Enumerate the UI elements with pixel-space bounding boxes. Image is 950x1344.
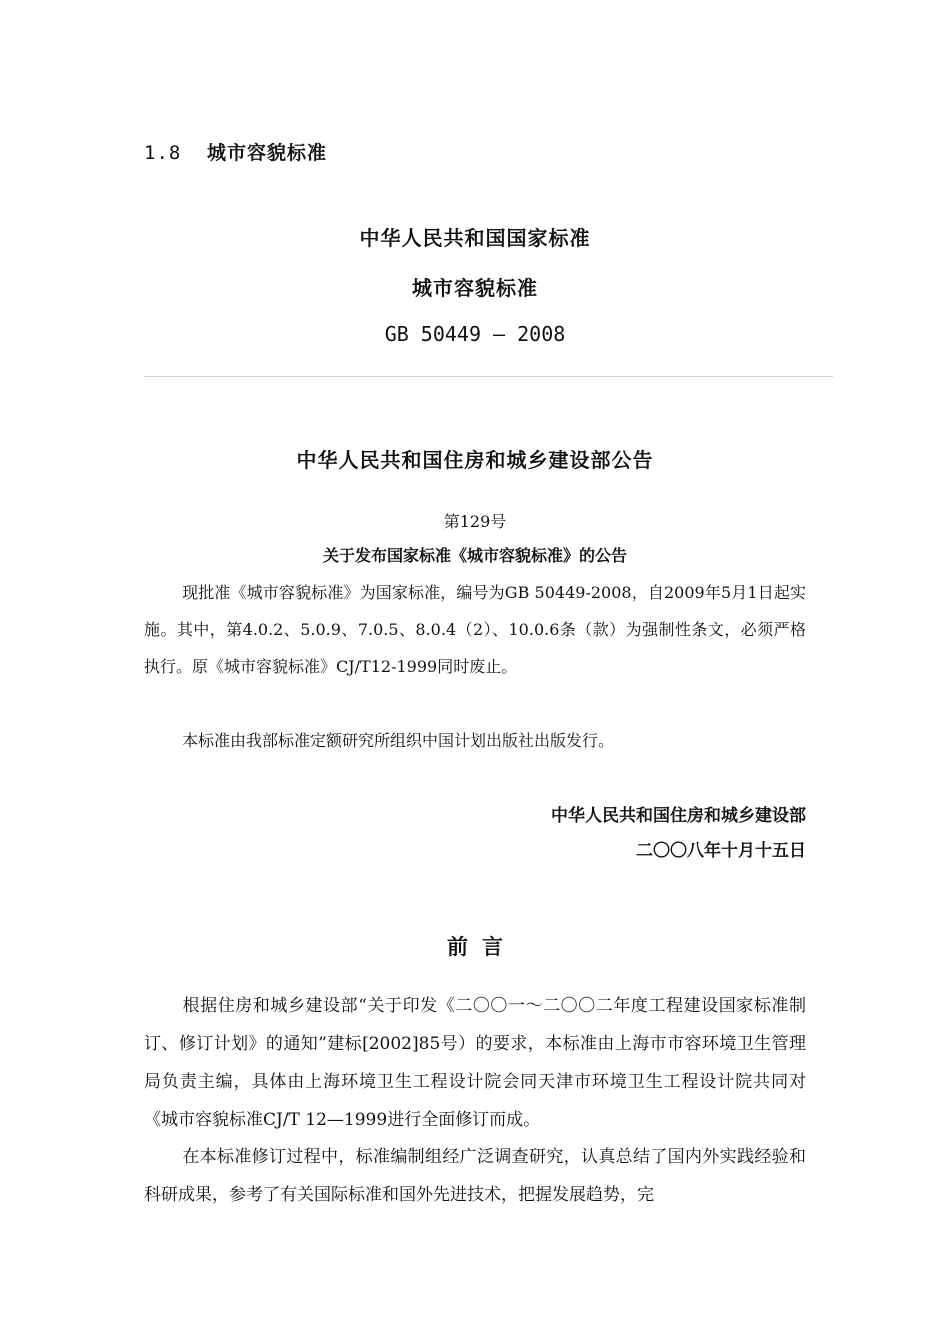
section-heading xyxy=(144,138,327,165)
divider xyxy=(144,376,833,377)
section-title: 城市容貌标准 xyxy=(206,142,327,164)
signature-org: 中华人民共和国住房和城乡建设部 xyxy=(551,806,806,826)
announcement-paragraph: 现批准《城市容貌标准》为国家标准，编号为GB 50449-2008，自2009年5月1日起实施。其中，第4.0.2、5.0.9、7.0.5、8.0.4（2）、10.0.6条（款）为强制性条文，必须严格执行。原《城市容貌标准》CJ/T12-1999同时废止。 xyxy=(144,583,806,676)
standard-org: 中华人民共和国国家标准 xyxy=(359,226,591,250)
preface-paragraph: 在本标准修订过程中，标准编制组经广泛调查研究，认真总结了国内外实践经验和科研成果，参考了有关国际标准和国外先进技术，把握发展趋势，完 xyxy=(144,1147,806,1205)
signature-date: 二〇〇八年十月十五日 xyxy=(636,841,806,861)
preface-paragraph: 根据住房和城乡建设部“关于印发《二〇〇一～二〇〇二年度工程建设国家标准制订、修订计划》的通知”建标[2002]85号）的要求，本标准由上海市市容环境卫生管理局负责主编，具体由上海环境卫生工程设计院会同天津市环境卫生工程设计院共同对《城市容貌标准CJ/T 12—1999进行全面修订而成。 xyxy=(144,996,806,1130)
announcement-subject: 关于发布国家标准《城市容貌标准》的公告 xyxy=(322,546,627,565)
section-number: 1.8 xyxy=(144,142,182,164)
standard-title: 城市容貌标准 xyxy=(412,276,538,300)
announcement-title: 中华人民共和国住房和城乡建设部公告 xyxy=(296,448,654,472)
announcement-paragraph: 本标准由我部标准定额研究所组织中国计划出版社出版发行。 xyxy=(182,731,615,750)
announcement-number: 第129号 xyxy=(443,512,507,531)
standard-code: GB 50449 — 2008 xyxy=(384,322,566,346)
preface-title: 前言 xyxy=(447,934,517,959)
